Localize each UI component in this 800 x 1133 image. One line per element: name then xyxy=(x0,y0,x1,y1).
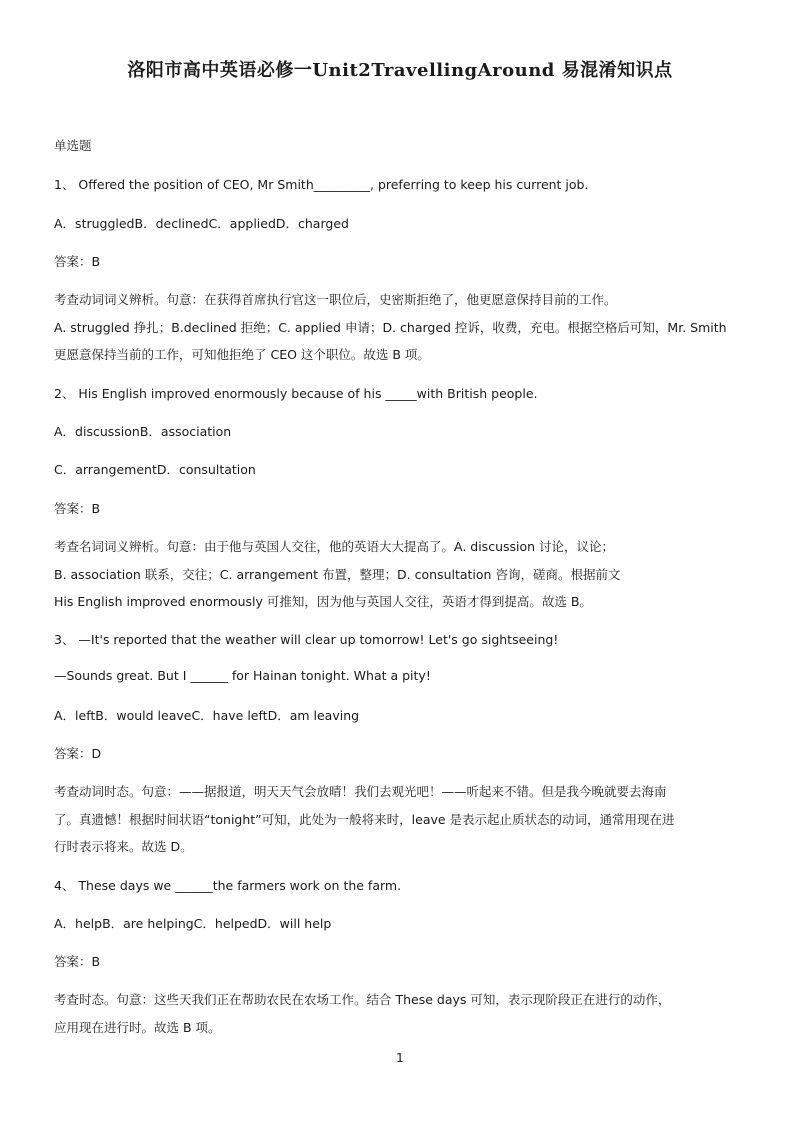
section-label: 单选题 xyxy=(54,138,92,153)
question-2-options: A．discussionB．association xyxy=(54,424,232,439)
question-2-analysis-line: His English improved enormously 可推知，因为他与英国人交往，英语才得到提高。故选 B。 xyxy=(54,594,592,609)
document-title: 洛阳市高中英语必修一Unit2TravellingAround 易混淆知识点 xyxy=(127,60,673,81)
question-3-answer: 答案：D xyxy=(54,746,102,761)
question-4-analysis-line: 应用现在进行时。故选 B 项。 xyxy=(54,1020,221,1035)
question-1-options: A．struggledB．declinedC．appliedD．charged xyxy=(54,216,349,231)
question-3-options: A．leftB．would leaveC．have leftD．am leaving xyxy=(54,708,360,723)
question-2-analysis-line: 考查名词词义辨析。句意：由于他与英国人交往，他的英语大大提高了。A. discussion 讨论，议论； xyxy=(54,539,615,554)
question-3-analysis-line: 考查动词时态。句意：——据报道，明天天气会放晴！我们去观光吧！——听起来不错。但是我今晚就要去海南 xyxy=(54,784,667,799)
question-1-analysis-line: A. struggled 挣扎；B.declined 拒绝；C. applied 申请；D. charged 控诉，收费，充电。根据空格后可知，Mr. Smith xyxy=(54,320,727,335)
question-4-options: A．helpB．are helpingC．helpedD．will help xyxy=(54,916,332,931)
question-4-answer: 答案：B xyxy=(54,954,101,969)
question-2-options: C．arrangementD．consultation xyxy=(54,462,256,477)
question-3-analysis-line: 了。真遗憾！根据时间状语“tonight”可知，此处为一般将来时，leave 是表示起止质状态的动词，通常用现在进 xyxy=(54,812,675,827)
question-4-analysis-line: 考查时态。句意：这些天我们正在帮助农民在农场工作。结合 These days 可知，表示现阶段正在进行的动作， xyxy=(54,992,671,1007)
question-1-stem: 1、 Offered the position of CEO, Mr Smith_________, preferring to keep his current job. xyxy=(54,177,589,192)
question-3-stem-reply: —Sounds great. But I ______ for Hainan tonight. What a pity! xyxy=(54,668,431,683)
question-2-stem: 2、 His English improved enormously because of his _____with British people. xyxy=(54,386,538,401)
question-4-stem: 4、 These days we ______the farmers work on the farm. xyxy=(54,878,402,893)
question-2-answer: 答案：B xyxy=(54,501,101,516)
page-number: 1 xyxy=(396,1051,404,1065)
question-2-analysis-line: B. association 联系，交往；C. arrangement 布置，整理；D. consultation 咨询，磋商。根据前文 xyxy=(54,567,621,582)
question-3-stem: 3、 —It's reported that the weather will clear up tomorrow! Let's go sightseeing! xyxy=(54,632,559,647)
question-3-analysis-line: 行时表示将来。故选 D。 xyxy=(54,839,193,854)
question-1-analysis-line: 考查动词词义辨析。句意：在获得首席执行官这一职位后，史密斯拒绝了，他更愿意保持目前的工作。 xyxy=(54,292,617,307)
question-1-answer: 答案：B xyxy=(54,254,101,269)
question-1-analysis-line: 更愿意保持当前的工作，可知他拒绝了 CEO 这个职位。故选 B 项。 xyxy=(54,347,430,362)
